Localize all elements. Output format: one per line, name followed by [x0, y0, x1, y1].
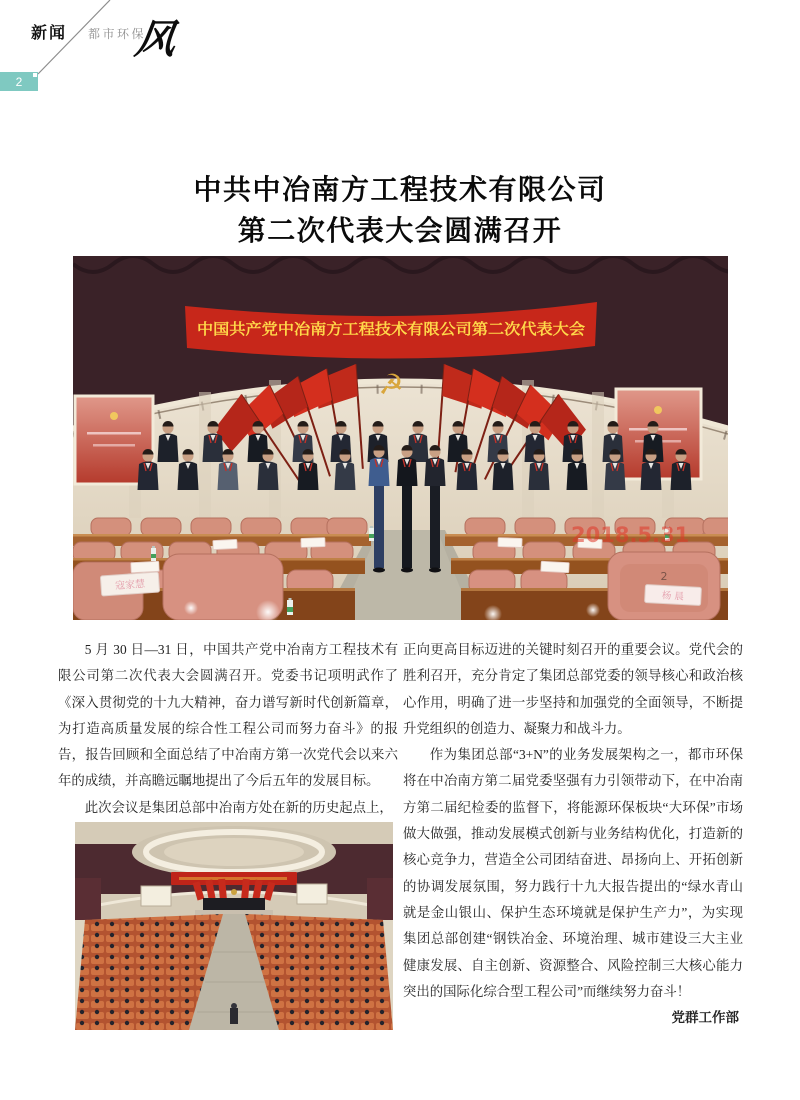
- section-label: 新闻: [31, 25, 68, 42]
- paragraph-4: 作为集团总部“3+N”的业务发展架构之一，都市环保将在中冶南方第二届党委坚强有力引领带动下，在中冶南方第二届纪检委的监督下，将能源环保板块“大环保”市场做大做强，推动发展模式创新与业务结构优化，打造新的核心竞争力，营造全公司团结奋进、昂扬向上、开拓创新的协调发展氛围，努力践行十九大报告提出的“绿水青山就是金山银山、保护生态环境就是保护生产力”，为实现集团总部创建“钢铁冶金、环境治理、城市建设三大主业健康发展、自主创新、资源整合、风险控制三大核心能力突出的国际化综合型工程公司”而继续努力奋斗！: [403, 747, 743, 999]
- hammer-sickle-icon: ☭: [378, 368, 404, 401]
- badge-notch: [33, 73, 37, 77]
- name-card-left: [100, 572, 159, 596]
- brand-calligraphy-mark: 风: [132, 16, 179, 63]
- paragraph-2: 此次会议是集团总部中冶南方处在新的历史起点上，: [84, 799, 393, 815]
- body-left-column: [58, 637, 398, 821]
- page-number: 2: [15, 74, 23, 89]
- secondary-photo-auditorium: [75, 822, 393, 1030]
- title-line-1: 中共中冶南方工程技术有限公司: [193, 173, 607, 205]
- banner-text: 中国共产党中冶南方工程技术有限公司第二次代表大会: [197, 320, 585, 338]
- svg-text:杨 晨: 杨 晨: [661, 590, 685, 603]
- main-photo-group-photo: [73, 256, 728, 620]
- byline-department: 党群工作部: [671, 1010, 739, 1026]
- paragraph-1: 5 月 30 日—31 日，中国共产党中冶南方工程技术有限公司第二次代表大会圆满召开。党委书记项明武作了《深入贯彻党的十九大精神，奋力谱写新时代创新篇章，为打造高质量发展的综合性工程公司而努力奋斗》的报告，报告回顾和全面总结了中冶南方第一次党代会以来六年的成绩，并高瞻远瞩地提出了今后五年的发展目标。: [58, 642, 398, 789]
- page-number-badge: [0, 72, 38, 91]
- body-right-column: [403, 637, 743, 1031]
- svg-text:寇家慧: 寇家慧: [114, 578, 146, 593]
- brand-name: 都市环保: [88, 27, 147, 41]
- title-line-2: 第二次代表大会圆满召开: [237, 214, 563, 246]
- paragraph-3: 正向更高目标迈进的关键时刻召开的重要会议。党代会的胜利召开，充分肯定了集团总部党委的领导核心和政治核心作用，明确了进一步坚持和加强党的全面领导，不断提升党组织的创造力、凝聚力和战斗力。: [403, 642, 743, 736]
- seat-number: 2: [660, 570, 668, 583]
- group-center-figures: [369, 445, 446, 573]
- name-card-right: [645, 585, 702, 606]
- date-stamp: 2018.5.31: [571, 523, 690, 547]
- article-title: [0, 169, 800, 251]
